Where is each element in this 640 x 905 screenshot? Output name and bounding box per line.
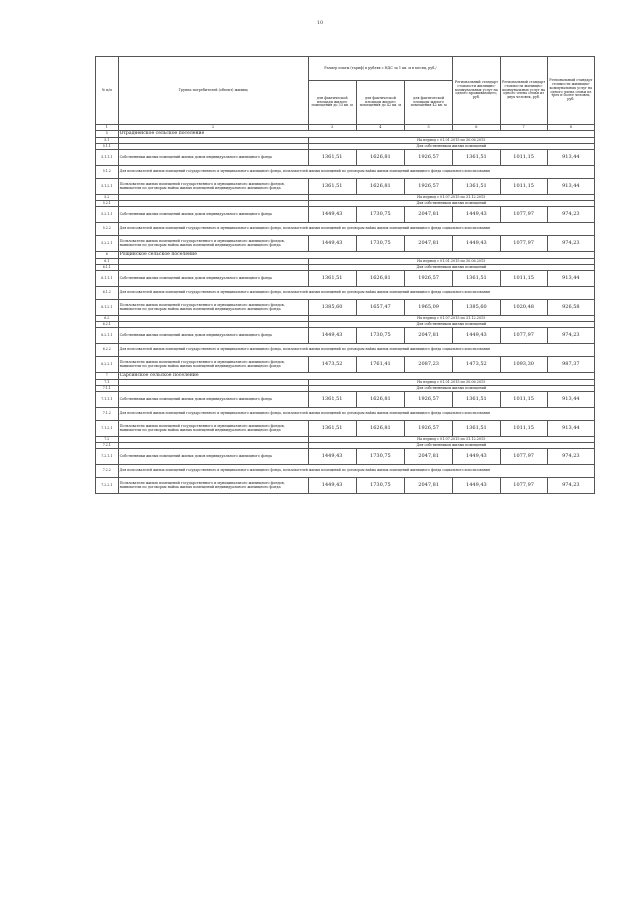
period-label: Для собственников жилых помещений [308, 265, 595, 271]
table-body [96, 131, 595, 494]
table-row [96, 236, 595, 252]
row-value: 1011,15 [500, 271, 547, 287]
row-code: 5 [96, 131, 119, 138]
row-value: 1730,75 [356, 328, 404, 344]
column-number: 2 [118, 125, 308, 131]
row-description: Пользователи жилых помещений государственного и муниципального жилищного фондов, наниматели по договорам найма жилых помещений индивидуального жилищного фонда [118, 421, 308, 437]
row-code: 7.2.2 [96, 465, 119, 478]
row-value: 913,44 [547, 150, 594, 166]
row-description: Собственники жилых помещений жилых домов индивидуального жилищного фонда [118, 328, 308, 344]
row-value: 1077,97 [500, 478, 547, 494]
period-label: На период с 01.07.2015 по 31.12.2015 [308, 437, 595, 443]
row-value: 1020,48 [500, 300, 547, 316]
table-row [96, 271, 595, 287]
row-value: 974,23 [547, 236, 594, 252]
row-code: 7 [96, 373, 119, 380]
row-value: 1077,97 [500, 236, 547, 252]
row-value: 1385,60 [308, 300, 356, 316]
row-value: 1730,75 [356, 236, 404, 252]
period-label: На период с 01.01.2015 по 30.06.2015 [308, 380, 595, 386]
row-code: 5.2.1.1 [96, 207, 119, 223]
header-sub2: для фактической площади жилого помещения до 42 кв. м [356, 81, 404, 125]
row-value: 1449,43 [308, 328, 356, 344]
table-row [96, 300, 595, 316]
table-header [96, 57, 595, 131]
row-description: Собственники жилых помещений жилых домов индивидуального жилищного фонда [118, 207, 308, 223]
row-value: 1361,51 [308, 421, 356, 437]
row-description: Пользователи жилых помещений государственного и муниципального жилищного фондов, наниматели по договорам найма жилых помещений индивидуального жилищного фонда [118, 357, 308, 373]
row-value: 974,23 [547, 328, 594, 344]
row-value: 1926,57 [405, 271, 453, 287]
row-code: 6.1.2.1 [96, 300, 119, 316]
row-code: 6.1.1 [96, 265, 119, 271]
row-code: 6.2.2 [96, 344, 119, 357]
table-row [96, 166, 595, 179]
page-number: 10 [316, 20, 324, 26]
row-value: 1730,75 [356, 478, 404, 494]
row-value: 2047,81 [405, 328, 453, 344]
table-row [96, 392, 595, 408]
column-number: 6 [453, 125, 500, 131]
row-value: 1473,52 [453, 357, 500, 373]
row-value: 1626,81 [356, 271, 404, 287]
row-description: Пользователи жилых помещений государственного и муниципального жилищного фондов, наниматели по договорам найма жилых помещений индивидуального жилищного фонда [118, 236, 308, 252]
row-description: Пользователи жилых помещений государственного и муниципального жилищного фондов, наниматели по договорам найма жилых помещений индивидуального жилищного фонда [118, 179, 308, 195]
table-row [96, 131, 595, 138]
row-value: 913,44 [547, 271, 594, 287]
row-value: 913,44 [547, 421, 594, 437]
row-value: 1361,51 [308, 179, 356, 195]
row-value: 913,44 [547, 392, 594, 408]
row-value: 1361,51 [453, 271, 500, 287]
row-description: Собственники жилых помещений жилых домов индивидуального жилищного фонда [118, 271, 308, 287]
table-row [96, 328, 595, 344]
row-value: 1011,15 [500, 179, 547, 195]
table-row [96, 207, 595, 223]
row-value: 1473,52 [308, 357, 356, 373]
row-value: 1626,81 [356, 421, 404, 437]
row-value: 1449,43 [453, 449, 500, 465]
row-code: 7.2.1.1 [96, 449, 119, 465]
row-value: 974,23 [547, 449, 594, 465]
row-code: 7.1.2.1 [96, 421, 119, 437]
table-row [96, 179, 595, 195]
row-code: 6.1.2 [96, 287, 119, 300]
group-description: Для пользователей жилых помещений государственного и муниципального жилищного фонда, пользователей жилых помещений по договорам найма жилых помещений жилищного фонда социального использования [118, 166, 594, 179]
column-number: 1 [96, 125, 119, 131]
row-description: Собственники жилых помещений жилых домов индивидуального жилищного фонда [118, 392, 308, 408]
row-code: 6 [96, 252, 119, 259]
row-value: 1657,47 [356, 300, 404, 316]
tariff-table [95, 56, 595, 494]
row-code: 7.1 [96, 380, 119, 386]
group-description: Для пользователей жилых помещений государственного и муниципального жилищного фонда, пользователей жилых помещений по договорам найма жилых помещений жилищного фонда социального использования [118, 408, 594, 421]
row-value: 1385,60 [453, 300, 500, 316]
row-value: 1626,81 [356, 392, 404, 408]
row-description: Собственники жилых помещений жилых домов индивидуального жилищного фонда [118, 449, 308, 465]
row-value: 1361,51 [453, 421, 500, 437]
header-sub1: для фактической площади жилого помещения до 33 кв. м [308, 81, 356, 125]
row-code: 5.1.1.1 [96, 150, 119, 166]
period-label: На период с 01.01.2015 по 30.06.2015 [308, 138, 595, 144]
row-value: 1761,41 [356, 357, 404, 373]
row-value: 1449,43 [453, 478, 500, 494]
row-description: Собственники жилых помещений жилых домов индивидуального жилищного фонда [118, 150, 308, 166]
table-row [96, 150, 595, 166]
row-code: 5.2.1 [96, 201, 119, 207]
column-number: 8 [547, 125, 594, 131]
table-row [96, 252, 595, 259]
header-name: Группа потребителей (объект) жилищ [118, 57, 308, 125]
row-value: 1361,51 [453, 392, 500, 408]
table-row [96, 223, 595, 236]
row-value: 913,44 [547, 179, 594, 195]
period-label: Для собственников жилых помещений [308, 443, 595, 449]
row-code: 7.1.2 [96, 408, 119, 421]
table-row [96, 449, 595, 465]
table-row [96, 357, 595, 373]
period-label: Для собственников жилых помещений [308, 144, 595, 150]
row-value: 2047,81 [405, 478, 453, 494]
table-row [96, 373, 595, 380]
period-label: На период с 01.07.2015 по 31.12.2015 [308, 195, 595, 201]
row-code: 6.2.1.1 [96, 328, 119, 344]
row-value: 1077,97 [500, 449, 547, 465]
column-number: 3 [308, 125, 356, 131]
row-value: 1926,57 [405, 150, 453, 166]
row-code: 5.2.2 [96, 223, 119, 236]
header-group-title: Размер платы (тариф) в рублях с НДС за 1 кв. м в месяц, руб./ [308, 57, 453, 81]
row-value: 1449,43 [308, 236, 356, 252]
row-value: 1449,43 [453, 207, 500, 223]
section-title: Отрадненское сельское поселение [118, 131, 594, 138]
row-code: 7.2.2.1 [96, 478, 119, 494]
row-value: 1730,75 [356, 449, 404, 465]
row-code: 5.2.2.1 [96, 236, 119, 252]
row-code: 7.1.1 [96, 386, 119, 392]
row-value: 2047,81 [405, 236, 453, 252]
row-value: 1449,43 [453, 328, 500, 344]
section-title: Рощинское сельское поселение [118, 252, 594, 259]
row-value: 1965,09 [405, 300, 453, 316]
table-row [96, 408, 595, 421]
row-code: 6.1 [96, 259, 119, 265]
row-value: 987,37 [547, 357, 594, 373]
row-code: 5.1.1 [96, 144, 119, 150]
row-value: 1449,43 [308, 478, 356, 494]
row-value: 1730,75 [356, 207, 404, 223]
row-value: 1361,51 [308, 392, 356, 408]
group-description: Для пользователей жилых помещений государственного и муниципального жилищного фонда, пользователей жилых помещений по договорам найма жилых помещений жилищного фонда социального использования [118, 287, 594, 300]
period-label: Для собственников жилых помещений [308, 386, 595, 392]
period-label: Для собственников жилых помещений [308, 322, 595, 328]
section-title: Сарсинское сельское поселение [118, 373, 594, 380]
row-value: 1361,51 [453, 150, 500, 166]
row-code: 6.1.1.1 [96, 271, 119, 287]
period-label: На период с 01.07.2015 по 31.12.2015 [308, 316, 595, 322]
table-row [96, 287, 595, 300]
header-sub3: для фактической площади жилого помещения 42 кв. м [405, 81, 453, 125]
row-value: 1011,15 [500, 421, 547, 437]
row-value: 1926,57 [405, 392, 453, 408]
row-value: 2087,23 [405, 357, 453, 373]
row-value: 974,23 [547, 478, 594, 494]
group-description: Для пользователей жилых помещений государственного и муниципального жилищного фонда, пользователей жилых помещений по договорам найма жилых помещений жилищного фонда социального использования [118, 344, 594, 357]
group-description: Для пользователей жилых помещений государственного и муниципального жилищного фонда, пользователей жилых помещений по договорам найма жилых помещений жилищного фонда социального использования [118, 465, 594, 478]
row-code: 6.2 [96, 316, 119, 322]
row-value: 1361,51 [453, 179, 500, 195]
row-value: 1011,15 [500, 392, 547, 408]
row-value: 1077,97 [500, 207, 547, 223]
row-value: 1011,15 [500, 150, 547, 166]
row-value: 1626,81 [356, 150, 404, 166]
row-value: 1093,30 [500, 357, 547, 373]
row-value: 1626,81 [356, 179, 404, 195]
row-code: 7.2.1 [96, 443, 119, 449]
row-value: 1926,57 [405, 421, 453, 437]
row-value: 974,23 [547, 207, 594, 223]
column-number: 5 [405, 125, 453, 131]
row-value: 2047,81 [405, 449, 453, 465]
row-value: 1077,97 [500, 328, 547, 344]
row-value: 2047,81 [405, 207, 453, 223]
row-value: 1361,51 [308, 150, 356, 166]
row-code: 7.1.1.1 [96, 392, 119, 408]
row-code: 5.1.2 [96, 166, 119, 179]
row-value: 1449,43 [308, 449, 356, 465]
header-code: № п/п [96, 57, 119, 125]
row-value: 1926,57 [405, 179, 453, 195]
row-description: Пользователи жилых помещений государственного и муниципального жилищного фондов, наниматели по договорам найма жилых помещений индивидуального жилищного фонда [118, 478, 308, 494]
table-row [96, 344, 595, 357]
table-row [96, 465, 595, 478]
table-row [96, 421, 595, 437]
row-code: 5.1.2.1 [96, 179, 119, 195]
row-code: 7.2 [96, 437, 119, 443]
header-col8: Региональный стандарт стоимости жилищно-коммунальных услуг на одного члена семьи из трех и более человек, руб. [547, 57, 594, 125]
column-number: 7 [500, 125, 547, 131]
header-col6: Региональный стандарт стоимости жилищно-коммунальных услуг на одного проживающего, руб. [453, 57, 500, 125]
group-description: Для пользователей жилых помещений государственного и муниципального жилищного фонда, пользователей жилых помещений по договорам найма жилых помещений жилищного фонда социального использования [118, 223, 594, 236]
period-label: На период с 01.01.2015 по 30.06.2015 [308, 259, 595, 265]
column-number: 4 [356, 125, 404, 131]
header-col7: Региональный стандарт стоимости жилищно-коммунальных услуг на одного члена семьи из двух человек, руб. [500, 57, 547, 125]
row-code: 6.2.2.1 [96, 357, 119, 373]
row-value: 1361,51 [308, 271, 356, 287]
row-value: 1449,43 [308, 207, 356, 223]
row-code: 6.2.1 [96, 322, 119, 328]
row-value: 926,58 [547, 300, 594, 316]
row-description: Пользователи жилых помещений государственного и муниципального жилищного фондов, наниматели по договорам найма жилых помещений индивидуального жилищного фонда [118, 300, 308, 316]
row-code: 5.1 [96, 138, 119, 144]
period-label: Для собственников жилых помещений [308, 201, 595, 207]
table-row [96, 478, 595, 494]
row-code: 5.2 [96, 195, 119, 201]
row-value: 1449,43 [453, 236, 500, 252]
